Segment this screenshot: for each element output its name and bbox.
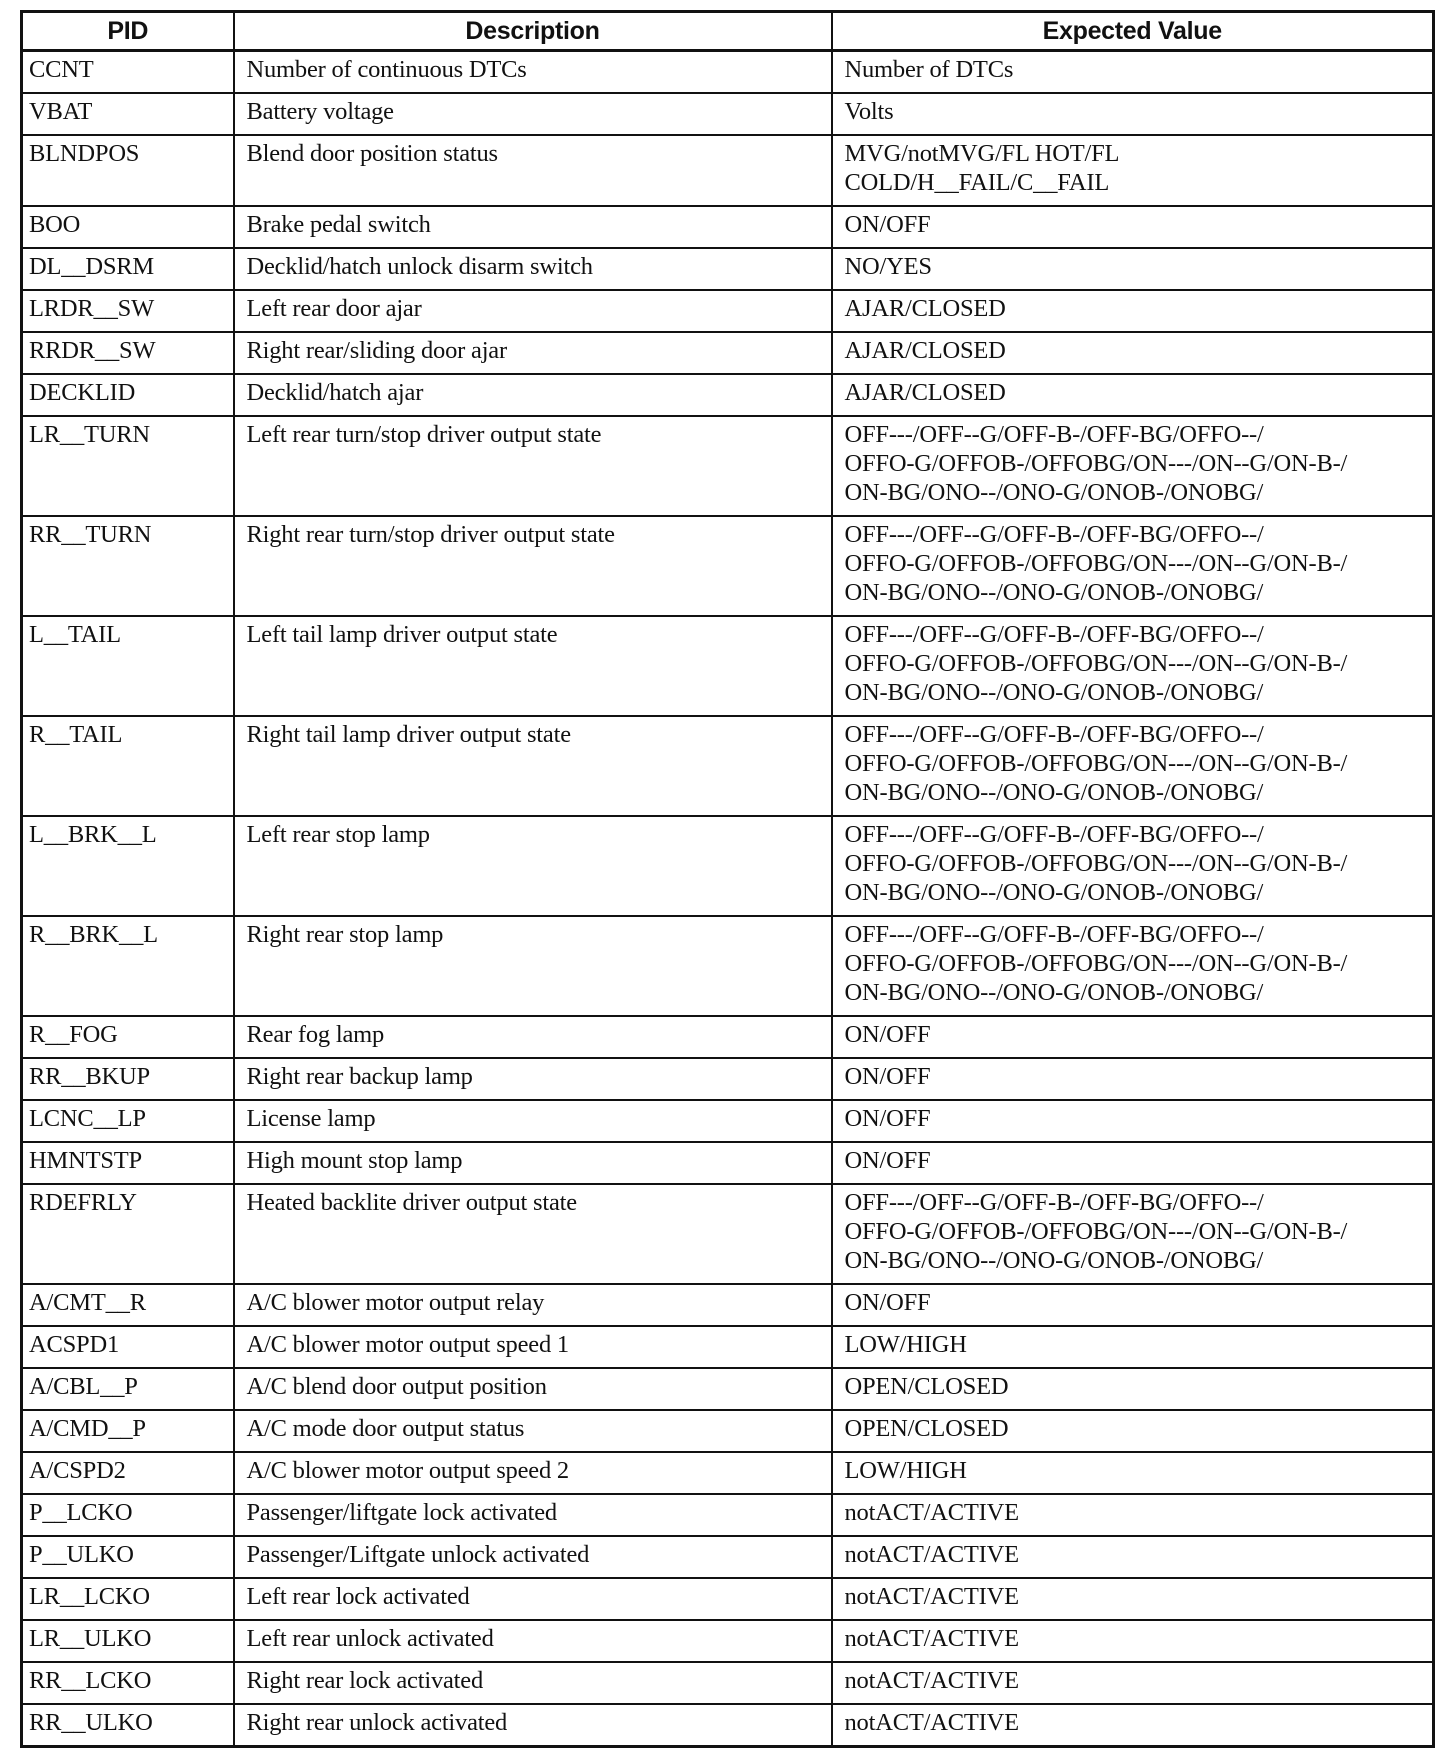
description-cell: Left rear stop lamp — [234, 816, 832, 916]
expected-value-cell: OFF---/OFF--G/OFF-B-/OFF-BG/OFFO--/ OFFO-G/OFFOB-/OFFOBG/ON---/ON--G/ON-B-/ ON-BG/ONO--/ONO-G/ONOB-/ONOBG/ — [832, 416, 1434, 516]
pid-cell: VBAT — [22, 93, 234, 135]
description-cell: Right rear stop lamp — [234, 916, 832, 1016]
expected-value-cell: OPEN/CLOSED — [832, 1368, 1434, 1410]
expected-value-cell: notACT/ACTIVE — [832, 1704, 1434, 1747]
description-cell: Right rear turn/stop driver output state — [234, 516, 832, 616]
pid-cell: DECKLID — [22, 374, 234, 416]
expected-value-cell: AJAR/CLOSED — [832, 332, 1434, 374]
table-row — [22, 1536, 1434, 1578]
table-row — [22, 1704, 1434, 1747]
pid-cell: R__TAIL — [22, 716, 234, 816]
table-row — [22, 1620, 1434, 1662]
table-row — [22, 616, 1434, 716]
expected-value-cell: OFF---/OFF--G/OFF-B-/OFF-BG/OFFO--/ OFFO-G/OFFOB-/OFFOBG/ON---/ON--G/ON-B-/ ON-BG/ONO--/ONO-G/ONOB-/ONOBG/ — [832, 1184, 1434, 1284]
expected-value-cell: ON/OFF — [832, 1058, 1434, 1100]
description-cell: Left rear door ajar — [234, 290, 832, 332]
description-cell: Right rear unlock activated — [234, 1704, 832, 1747]
expected-value-cell: OFF---/OFF--G/OFF-B-/OFF-BG/OFFO--/ OFFO-G/OFFOB-/OFFOBG/ON---/ON--G/ON-B-/ ON-BG/ONO--/ONO-G/ONOB-/ONOBG/ — [832, 816, 1434, 916]
description-cell: Battery voltage — [234, 93, 832, 135]
description-cell: High mount stop lamp — [234, 1142, 832, 1184]
description-cell: A/C blower motor output speed 2 — [234, 1452, 832, 1494]
table-row — [22, 206, 1434, 248]
header-description: Description — [234, 12, 832, 51]
table-row — [22, 1100, 1434, 1142]
description-cell: Heated backlite driver output state — [234, 1184, 832, 1284]
table-row — [22, 716, 1434, 816]
table-row — [22, 416, 1434, 516]
pid-cell: LR__LCKO — [22, 1578, 234, 1620]
table-row — [22, 51, 1434, 94]
pid-cell: ACSPD1 — [22, 1326, 234, 1368]
table-row — [22, 516, 1434, 616]
pid-cell: A/CSPD2 — [22, 1452, 234, 1494]
expected-value-cell: AJAR/CLOSED — [832, 374, 1434, 416]
description-cell: Passenger/liftgate lock activated — [234, 1494, 832, 1536]
pid-cell: R__FOG — [22, 1016, 234, 1058]
pid-cell: A/CMD__P — [22, 1410, 234, 1452]
table-row — [22, 1016, 1434, 1058]
description-cell: Left rear lock activated — [234, 1578, 832, 1620]
table-row — [22, 1410, 1434, 1452]
description-cell: Right tail lamp driver output state — [234, 716, 832, 816]
pid-cell: HMNTSTP — [22, 1142, 234, 1184]
table-row — [22, 1058, 1434, 1100]
table-row — [22, 93, 1434, 135]
pid-cell: P__ULKO — [22, 1536, 234, 1578]
expected-value-cell: OFF---/OFF--G/OFF-B-/OFF-BG/OFFO--/ OFFO-G/OFFOB-/OFFOBG/ON---/ON--G/ON-B-/ ON-BG/ONO--/ONO-G/ONOB-/ONOBG/ — [832, 916, 1434, 1016]
pid-cell: A/CMT__R — [22, 1284, 234, 1326]
description-cell: Right rear lock activated — [234, 1662, 832, 1704]
expected-value-cell: NO/YES — [832, 248, 1434, 290]
description-cell: Brake pedal switch — [234, 206, 832, 248]
table-row — [22, 916, 1434, 1016]
table-row — [22, 290, 1434, 332]
expected-value-cell: ON/OFF — [832, 1142, 1434, 1184]
expected-value-cell: OFF---/OFF--G/OFF-B-/OFF-BG/OFFO--/ OFFO-G/OFFOB-/OFFOBG/ON---/ON--G/ON-B-/ ON-BG/ONO--/ONO-G/ONOB-/ONOBG/ — [832, 716, 1434, 816]
expected-value-cell: OFF---/OFF--G/OFF-B-/OFF-BG/OFFO--/ OFFO-G/OFFOB-/OFFOBG/ON---/ON--G/ON-B-/ ON-BG/ONO--/ONO-G/ONOB-/ONOBG/ — [832, 516, 1434, 616]
pid-cell: LCNC__LP — [22, 1100, 234, 1142]
expected-value-cell: OPEN/CLOSED — [832, 1410, 1434, 1452]
description-cell: Number of continuous DTCs — [234, 51, 832, 94]
expected-value-cell: notACT/ACTIVE — [832, 1536, 1434, 1578]
description-cell: Right rear backup lamp — [234, 1058, 832, 1100]
expected-value-cell: ON/OFF — [832, 1016, 1434, 1058]
expected-value-cell: AJAR/CLOSED — [832, 290, 1434, 332]
table-row — [22, 1326, 1434, 1368]
pid-cell: RR__LCKO — [22, 1662, 234, 1704]
pid-cell: RR__TURN — [22, 516, 234, 616]
description-cell: Left rear unlock activated — [234, 1620, 832, 1662]
pid-cell: R__BRK__L — [22, 916, 234, 1016]
expected-value-cell: notACT/ACTIVE — [832, 1662, 1434, 1704]
description-cell: Decklid/hatch unlock disarm switch — [234, 248, 832, 290]
table-row — [22, 1284, 1434, 1326]
description-cell: Decklid/hatch ajar — [234, 374, 832, 416]
description-cell: Blend door position status — [234, 135, 832, 206]
expected-value-cell: MVG/notMVG/FL HOT/FL COLD/H__FAIL/C__FAIL — [832, 135, 1434, 206]
table-row — [22, 374, 1434, 416]
description-cell: Passenger/Liftgate unlock activated — [234, 1536, 832, 1578]
description-cell: License lamp — [234, 1100, 832, 1142]
pid-cell: P__LCKO — [22, 1494, 234, 1536]
pid-cell: LR__ULKO — [22, 1620, 234, 1662]
table-row — [22, 248, 1434, 290]
expected-value-cell: notACT/ACTIVE — [832, 1578, 1434, 1620]
table-row — [22, 1452, 1434, 1494]
table-row — [22, 1494, 1434, 1536]
header-pid: PID — [22, 12, 234, 51]
pid-cell: DL__DSRM — [22, 248, 234, 290]
expected-value-cell: ON/OFF — [832, 1284, 1434, 1326]
description-cell: Right rear/sliding door ajar — [234, 332, 832, 374]
description-cell: Left tail lamp driver output state — [234, 616, 832, 716]
table-row — [22, 1184, 1434, 1284]
description-cell: A/C blend door output position — [234, 1368, 832, 1410]
header-expected-value: Expected Value — [832, 12, 1434, 51]
pid-cell: BLNDPOS — [22, 135, 234, 206]
pid-cell: L__TAIL — [22, 616, 234, 716]
table-row — [22, 135, 1434, 206]
table-row — [22, 1368, 1434, 1410]
pid-cell: CCNT — [22, 51, 234, 94]
pid-cell: L__BRK__L — [22, 816, 234, 916]
expected-value-cell: notACT/ACTIVE — [832, 1620, 1434, 1662]
pid-cell: LRDR__SW — [22, 290, 234, 332]
pid-cell: BOO — [22, 206, 234, 248]
table-body — [22, 51, 1434, 1747]
expected-value-cell: LOW/HIGH — [832, 1326, 1434, 1368]
description-cell: A/C mode door output status — [234, 1410, 832, 1452]
expected-value-cell: notACT/ACTIVE — [832, 1494, 1434, 1536]
expected-value-cell: OFF---/OFF--G/OFF-B-/OFF-BG/OFFO--/ OFFO-G/OFFOB-/OFFOBG/ON---/ON--G/ON-B-/ ON-BG/ONO--/ONO-G/ONOB-/ONOBG/ — [832, 616, 1434, 716]
expected-value-cell: LOW/HIGH — [832, 1452, 1434, 1494]
pid-table — [20, 10, 1435, 1748]
expected-value-cell: Volts — [832, 93, 1434, 135]
description-cell: A/C blower motor output speed 1 — [234, 1326, 832, 1368]
pid-cell: RRDR__SW — [22, 332, 234, 374]
document-page — [20, 10, 1432, 1748]
expected-value-cell: ON/OFF — [832, 1100, 1434, 1142]
table-row — [22, 1142, 1434, 1184]
pid-cell: RR__BKUP — [22, 1058, 234, 1100]
description-cell: A/C blower motor output relay — [234, 1284, 832, 1326]
description-cell: Rear fog lamp — [234, 1016, 832, 1058]
expected-value-cell: Number of DTCs — [832, 51, 1434, 94]
pid-cell: RDEFRLY — [22, 1184, 234, 1284]
table-row — [22, 1662, 1434, 1704]
table-header-row — [22, 12, 1434, 51]
table-row — [22, 332, 1434, 374]
pid-cell: LR__TURN — [22, 416, 234, 516]
description-cell: Left rear turn/stop driver output state — [234, 416, 832, 516]
table-row — [22, 816, 1434, 916]
pid-cell: A/CBL__P — [22, 1368, 234, 1410]
table-row — [22, 1578, 1434, 1620]
pid-cell: RR__ULKO — [22, 1704, 234, 1747]
expected-value-cell: ON/OFF — [832, 206, 1434, 248]
